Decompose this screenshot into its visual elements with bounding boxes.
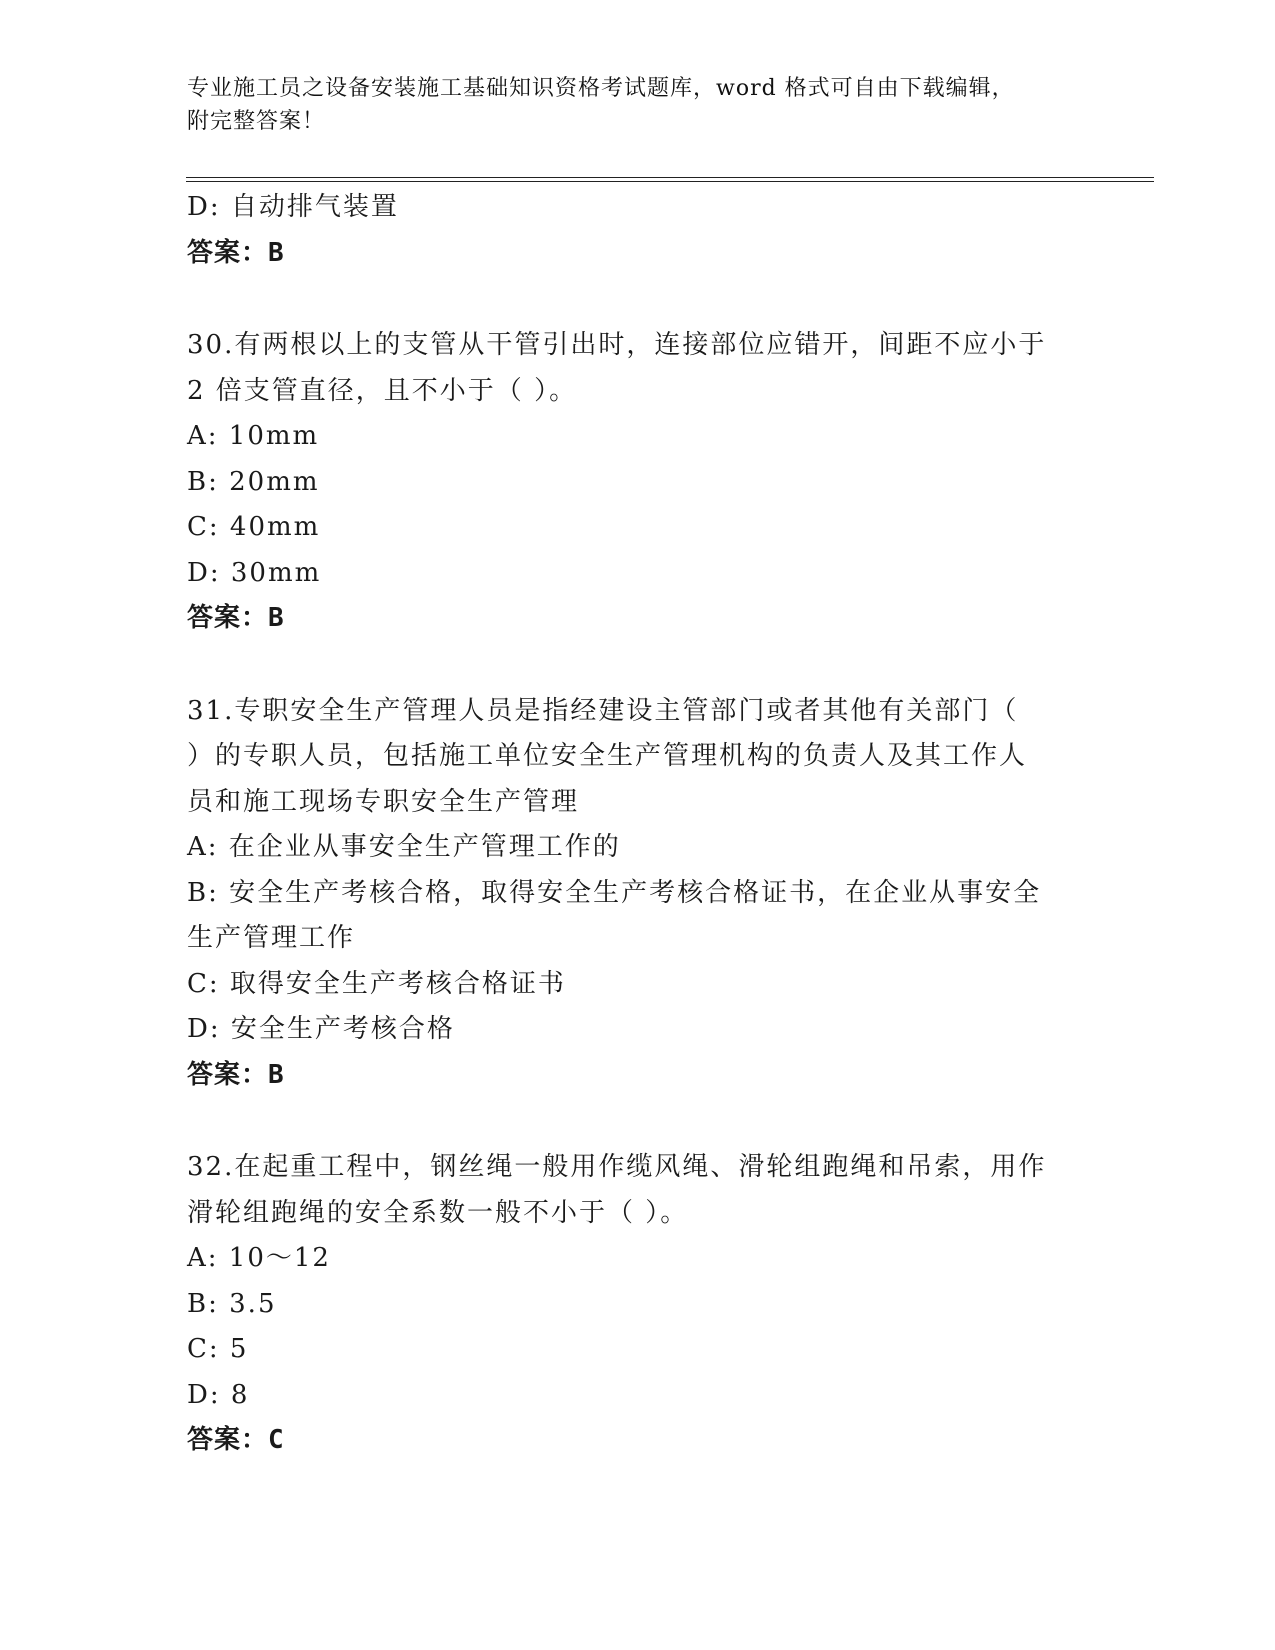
question-text-line: 31.专职安全生产管理人员是指经建设主管部门或者其他有关部门（	[187, 695, 1019, 726]
option-c: C: 5	[187, 1334, 249, 1364]
header-line-2: 附完整答案！	[187, 109, 326, 134]
option-b: B: 3.5	[187, 1288, 277, 1319]
option-b: B: 20mm	[187, 466, 320, 497]
option-a: A: 在企业从事安全生产管理工作的	[187, 832, 621, 862]
option-d: D: 8	[187, 1379, 250, 1410]
partial-question	[187, 185, 1087, 276]
question-text-line: 32.在起重工程中，钢丝绳一般用作缆风绳、滑轮组跑绳和吊索，用作	[187, 1152, 1047, 1182]
page-header	[187, 72, 1087, 138]
option-c: C: 取得安全生产考核合格证书	[187, 968, 566, 999]
header-divider	[186, 177, 1154, 182]
question-32	[187, 1145, 1087, 1464]
spacer	[187, 1098, 1087, 1145]
answer-line: 答案：B	[187, 237, 285, 268]
question-31	[187, 689, 1087, 1099]
answer-line: 答案：C	[187, 1425, 285, 1455]
option-d: D: 自动排气装置	[187, 192, 399, 222]
option-b: B: 安全生产考核合格，取得安全生产考核合格证书，在企业从事安全	[187, 877, 1042, 908]
question-text-line: 滑轮组跑绳的安全系数一般不小于（ ）。	[187, 1197, 689, 1228]
question-text-line: ）的专职人员，包括施工单位安全生产管理机构的负责人及其工作人	[187, 741, 1028, 771]
header-line-1: 专业施工员之设备安装施工基础知识资格考试题库，word 格式可自由下载编辑，	[187, 76, 1015, 101]
answer-line: 答案：B	[187, 1059, 285, 1090]
option-a: A: 10mm	[187, 421, 320, 451]
question-text-line: 2 倍支管直径，且不小于（ ）。	[187, 375, 578, 406]
spacer	[187, 642, 1087, 689]
option-b-continued: 生产管理工作	[187, 923, 356, 953]
answer-line: 答案：B	[187, 603, 285, 633]
option-d: D: 30mm	[187, 557, 322, 588]
question-list	[187, 185, 1087, 1464]
question-30	[187, 323, 1087, 642]
question-text-line: 员和施工现场专职安全生产管理	[187, 786, 580, 817]
spacer	[187, 276, 1087, 323]
option-c: C: 40mm	[187, 512, 321, 542]
question-text-line: 30.有两根以上的支管从干管引出时，连接部位应错开，间距不应小于	[187, 330, 1047, 360]
option-a: A: 10～12	[187, 1243, 331, 1273]
option-d: D: 安全生产考核合格	[187, 1014, 455, 1044]
